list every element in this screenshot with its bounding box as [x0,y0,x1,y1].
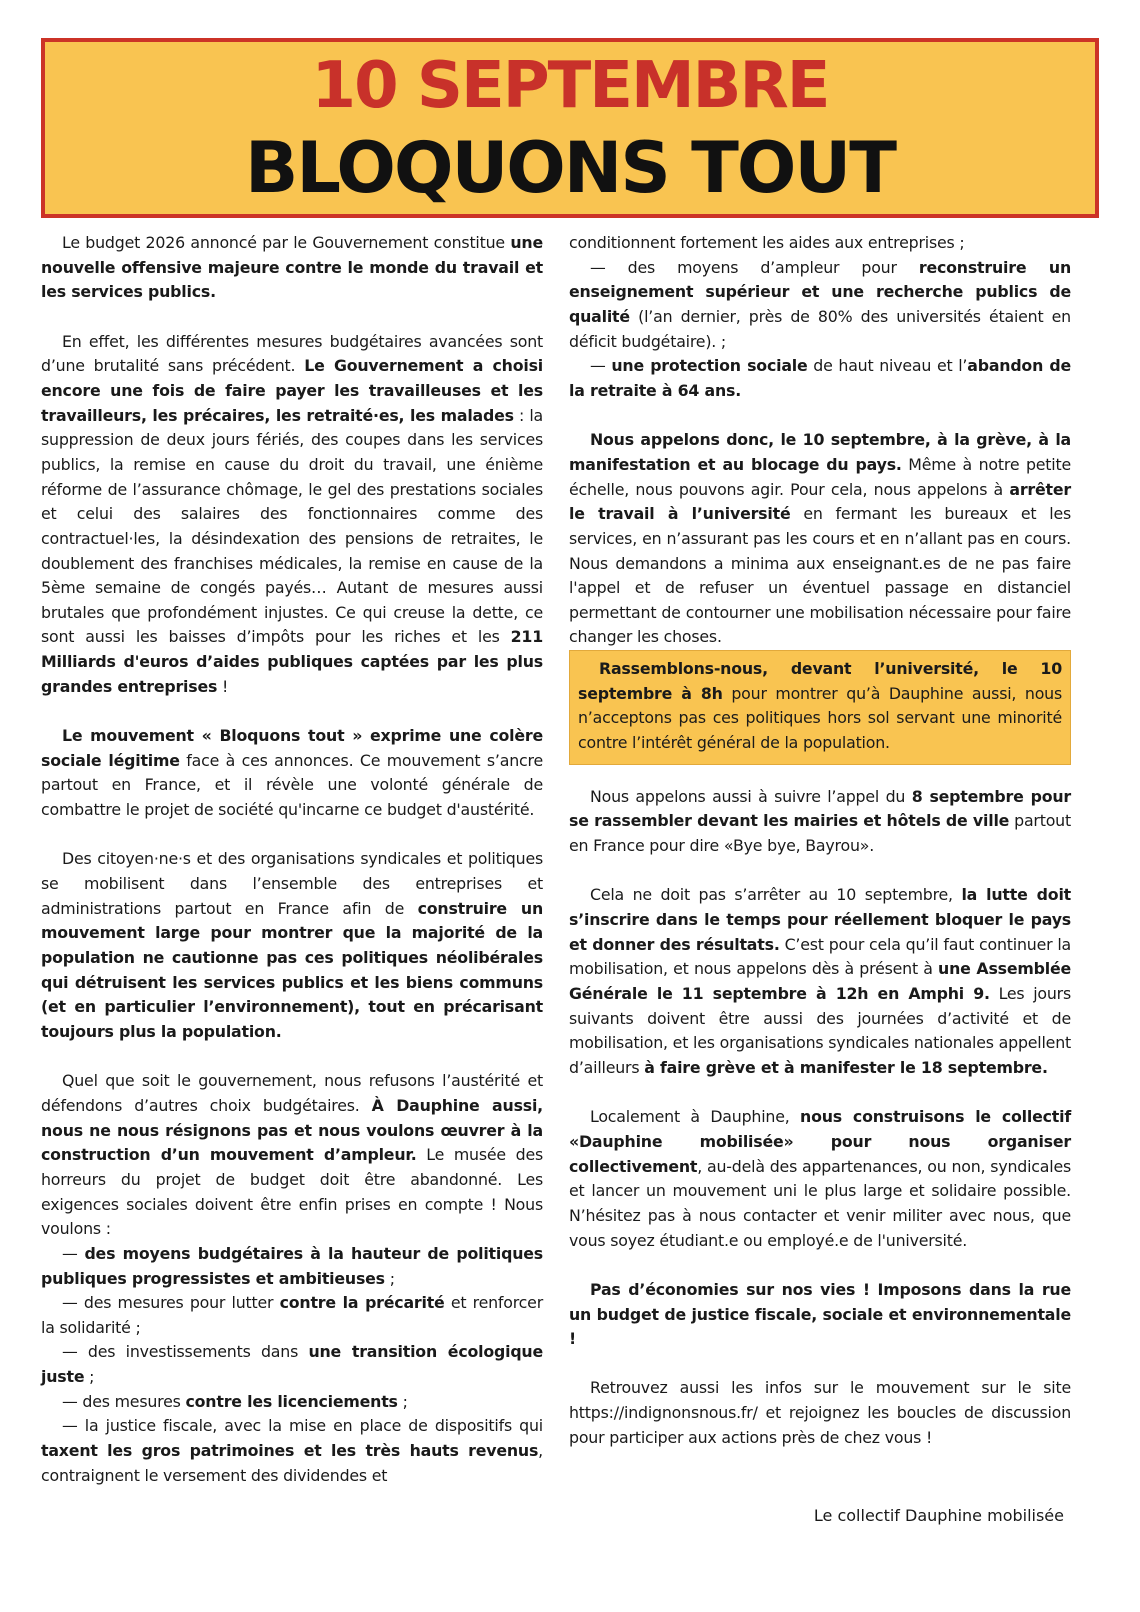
paragraph-citoyens: Des citoyen·ne·s et des organisations syndicales et politiques se mobilisent dans l’ensemble des entreprises et administrations partout en France afin de construire un mouvement large pour montrer que la majorité de la population ne cautionne pas ces politiques néolibérales qui détruisent les services publics et les biens communs (et en particulier l’environnement), tout en précarisant toujours plus la population. [41,849,544,1041]
highlight-rassemblement: Rassemblons-nous, devant l’université, le 10 septembre à 8h pour montrer qu’à Dauphine aussi, nous n’acceptons pas ces politiques hors sol servant une minorité contre l’intérêt général de la population. [569,650,1071,765]
paragraph-gouvernement: Quel que soit le gouvernement, nous refusons l’austérité et défendons d’autres choix budgétaires. À Dauphine aussi, nous ne nous résignons pas et nous voulons œuvrer à la construction d’un mouvement d’ampleur. Le musée des horreurs du projet de budget doit être abandonné. Les exigences sociales doivent être enfin prises en compte ! Nous voulons : [41,1071,543,1239]
left-column [41,231,543,1488]
banner-date: 10 SEPTEMBRE [311,49,829,123]
paragraph-mesures: En effet, les différentes mesures budgétaires avancées sont d’une brutalité sans précédent. Le Gouvernement a choisi encore une fois de faire payer les travailleuses et les travailleurs, les précaires, les retraité·es, les malades : la suppression de deux jours fériés, des coupes dans les services publics, la remise en cause du droit du travail, une énième réforme de l’assurance chômage, le gel des prestations sociales et celui des salaires des fonctionnaires comme des contractuel·les, la désindexation des pensions de retraites, le doublement des franchises médicales, la remise en cause de la 5ème semaine de congés payés… Autant de mesures aussi brutales que profondément injustes. Ce qui creuse la dette, ce sont aussi les baisses d’impôts pour les riches et les 211 Milliards d'euros d’aides publiques captées par les plus grandes entreprises ! [41,331,544,696]
list-item-protection-sociale: — une protection sociale de haut niveau et l’abandon de la retraite à 64 ans. [569,356,1071,400]
list-item-continuation: conditionnent fortement les aides aux entreprises ; [569,233,965,252]
paragraph-mouvement: Le mouvement « Bloquons tout » exprime une colère sociale légitime face à ces annonces. Ce mouvement s’ancre partout en France, et il révèle une volonté générale de combattre le projet de société qu'incarne ce budget d'austérité. [41,726,543,820]
list-item-licenciements: — des mesures contre les licenciements ; [62,1391,408,1411]
list-item-justice-fiscale: — la justice fiscale, avec la mise en place de dispositifs qui taxent les gros patrimoines et les très hauts revenus, contraignent le versement des dividendes et [41,1416,543,1485]
title-banner [41,38,1099,218]
right-column [569,231,1071,1450]
paragraph-budget: Le budget 2026 annoncé par le Gouvernement constitue une nouvelle offensive majeure contre le monde du travail et les services publics. [41,233,543,302]
paragraph-appel-greve: Nous appelons donc, le 10 septembre, à la grève, à la manifestation et au blocage du pays. Même à notre petite échelle, nous pouvons agir. Pour cela, nous appelons à arrêter le travail à l’université en fermant les bureaux et les services, en n’assurant pas les cours et en n’allant pas en cours. Nous demandons a minima aux enseignant.es de ne pas faire l'appel et de refuser un éventuel passage en distanciel permettant de contourner une mobilisation nécessaire pour faire changer les choses. [569,430,1071,647]
paragraph-8-septembre: Nous appelons aussi à suivre l’appel du 8 septembre pour se rassembler devant les mairies et hôtels de ville partout en France pour dire «Bye bye, Bayrou». [569,786,1071,856]
signature: Le collectif Dauphine mobilisée [813,1506,1064,1525]
paragraph-infos-site: Retrouvez aussi les infos sur le mouvement sur le site https://indignonsnous.fr/ et rejoignez les boucles de discussion pour participer aux actions près de chez vous ! [569,1378,1071,1447]
list-item-transition: — des investissements dans une transition écologique juste ; [41,1342,543,1387]
paragraph-slogan: Pas d’économies sur nos vies ! Imposons dans la rue un budget de justice fiscale, sociale et environnementale ! [569,1279,1071,1349]
list-item-moyens: — des moyens budgétaires à la hauteur de politiques publiques progressistes et ambitieuses ; [41,1243,543,1288]
banner-slogan: BLOQUONS TOUT [244,127,896,209]
paragraph-collectif: Localement à Dauphine, nous construisons le collectif «Dauphine mobilisée» pour nous organiser collectivement, au-delà des appartenances, ou non, syndicales et lancer un mouvement uni le plus large et solidaire possible. N’hésitez pas à nous contacter et venir militer avec nous, que vous soyez étudiant.e ou employé.e de l'université. [569,1107,1072,1250]
list-item-precarite: — des mesures pour lutter contre la précarité et renforcer la solidarité ; [41,1293,543,1337]
list-item-enseignement: — des moyens d’ampleur pour reconstruire un enseignement supérieur et une recherche publics de qualité (l’an dernier, près de 80% des universités étaient en déficit budgétaire). ; [569,257,1071,351]
paragraph-continuer: Cela ne doit pas s’arrêter au 10 septembre, la lutte doit s’inscrire dans le temps pour réellement bloquer le pays et donner des résultats. C’est pour cela qu’il faut continuer la mobilisation, et nous appelons dès à présent à une Assemblée Générale le 11 septembre à 12h en Amphi 9. Les jours suivants doivent être aussi des journées d’activité et de mobilisation, et les organisations syndicales nationales appellent d’ailleurs à faire grève et à manifester le 18 septembre. [569,885,1072,1077]
